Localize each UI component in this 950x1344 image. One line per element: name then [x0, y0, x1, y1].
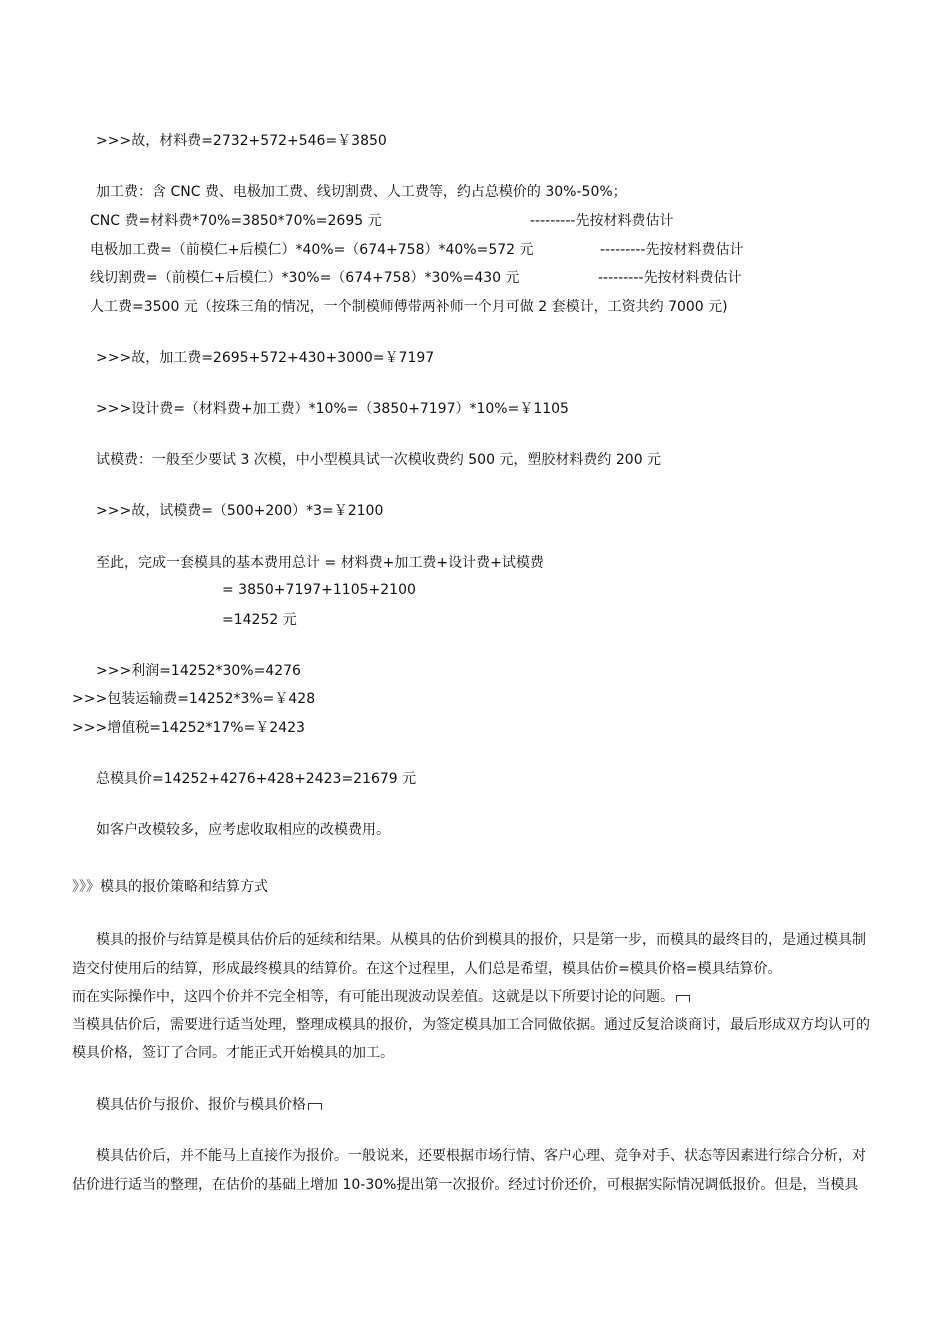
section-heading-quote-strategy: 》》》模具的报价策略和结算方式 [72, 879, 268, 895]
labor-cost-line: 人工费=3500 元（按珠三角的情况，一个制模师傅带两补师一个月可做 2 套模计，工资共约 7000 元) [90, 299, 728, 315]
cnc-cost-line: CNC 费=材料费*70%=3850*70%=2695 元 [90, 213, 382, 229]
paragraph-2-line-2: 模具价格，签订了合同。才能正式开始模具的加工。 [72, 1045, 394, 1061]
paragraph-mark-icon [308, 1103, 322, 1110]
paragraph-2-line-1: 当模具估价后，需要进行适当处理，整理成模具的报价，为签定模具加工合同做依据。通过反复洽谈商讨，最后形成双方均认可的 [72, 1017, 870, 1033]
electrode-cost-note: ---------先按材料费估计 [600, 242, 744, 258]
wire-cut-cost-line: 线切割费=（前模仁+后模仁）*30%=（674+758）*30%=430 元 [90, 270, 520, 286]
wire-cut-cost-note: ---------先按材料费估计 [598, 270, 742, 286]
cnc-cost-note: ---------先按材料费估计 [530, 213, 674, 229]
paragraph-1-line-2: 造交付使用后的结算，形成最终模具的结算价。在这个过程里，人们总是希望，模具估价=模具价格=模具结算价。 [72, 961, 782, 977]
trial-mold-total: >>>故，试模费=（500+200）*3=￥2100 [96, 503, 384, 519]
paragraph-1-line-1: 模具的报价与结算是模具估价后的延续和结果。从模具的估价到模具的报价，只是第一步，而模具的最终目的，是通过模具制 [96, 932, 866, 948]
paragraph-3-line-1: 模具估价后，并不能马上直接作为报价。一般说来，还要根据市场行情、客户心理、竞争对手、状态等因素进行综合分析，对 [96, 1148, 866, 1164]
profit-line: >>>利润=14252*30%=4276 [96, 663, 301, 679]
total-mold-price: 总模具价=14252+4276+428+2423=21679 元 [96, 771, 417, 787]
design-cost-total: >>>设计费=（材料费+加工费）*10%=（3850+7197）*10%=￥1105 [96, 401, 569, 417]
section-heading-estimate-quote: 模具估价与报价、报价与模具价格 [96, 1095, 322, 1115]
paragraph-1-line-3: 而在实际操作中，这四个价并不完全相等，有可能出现波动误差值。这就是以下所要讨论的问题。 [72, 987, 690, 1007]
basic-cost-sum-expression: = 3850+7197+1105+2100 [222, 582, 416, 598]
packaging-cost-line: >>>包装运输费=14252*3%=￥428 [72, 691, 316, 707]
paragraph-3-line-2: 估价进行适当的整理，在估价的基础上增加 10-30%提出第一次报价。经过讨价还价，可根据实际情况调低报价。但是，当模具 [72, 1177, 859, 1193]
processing-cost-intro: 加工费：含 CNC 费、电极加工费、线切割费、人工费等，约占总模价的 30%-50%； [96, 184, 627, 200]
trial-mold-intro: 试模费：一般至少要试 3 次模，中小型模具试一次模收费约 500 元，塑胶材料费约 200 元 [96, 452, 662, 468]
processing-cost-total: >>>故，加工费=2695+572+430+3000=￥7197 [96, 350, 435, 366]
basic-cost-sum-result: =14252 元 [222, 612, 297, 628]
vat-line: >>>增值税=14252*17%=￥2423 [72, 720, 305, 736]
paragraph-mark-icon [676, 995, 690, 1002]
basic-cost-summary: 至此，完成一套模具的基本费用总计 = 材料费+加工费+设计费+试模费 [96, 555, 544, 571]
material-cost-total: >>>故，材料费=2732+572+546=￥3850 [96, 133, 387, 149]
electrode-cost-line: 电极加工费=（前模仁+后模仁）*40%=（674+758）*40%=572 元 [90, 242, 534, 258]
modification-note: 如客户改模较多，应考虑收取相应的改模费用。 [96, 822, 390, 838]
